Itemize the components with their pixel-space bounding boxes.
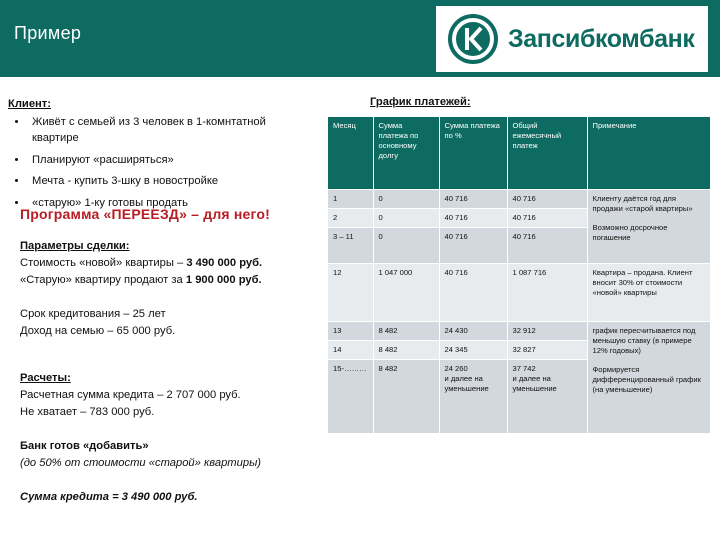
cell-interest: 40 716 [439,264,507,322]
bank-note: (до 50% от стоимости «старой» квартиры) [20,457,262,469]
calc-shortage: Не хватает – 783 000 руб. [20,406,155,418]
family-income: Доход на семью – 65 000 руб. [20,325,176,337]
cell-note: Квартира – продана. Клиент вносит 30% от стоимости «новой» квартиры [587,264,710,322]
schedule-title: График платежей: [370,96,471,108]
client-bullet: • Планируют «расширяться» [28,152,308,169]
bank-ready: Банк готов «добавить» [20,440,149,452]
brand-logo-block [436,6,708,72]
calc-heading: Расчеты: [20,372,71,384]
cell-month: 13 [328,322,373,341]
cell-principal: 0 [373,209,439,228]
table-header-row [328,117,710,190]
cell-month: 1 [328,190,373,209]
cell-total: 1 087 716 [507,264,587,322]
cell-principal: 0 [373,228,439,264]
cell-interest: 40 716 [439,190,507,209]
note-text: Возможно досрочное погашение [592,223,668,242]
cell-principal: 1 047 000 [373,264,439,322]
slide-title: Пример [14,23,82,43]
slide-header [0,0,720,77]
note-text: Клиенту даётся год для продажи «старой квартиры» [592,194,693,213]
cell-interest [439,360,507,434]
cell-note [587,190,710,264]
cost-value: 3 490 000 руб. [186,257,263,269]
col-note: Примечание [587,117,710,190]
cell-principal: 0 [373,190,439,209]
credit-sum: Сумма кредита = 3 490 000 руб. [20,491,198,503]
client-bullet: • «старую» 1-ку готовы продать [28,195,308,212]
old-sale-value: 1 900 000 руб. [185,274,262,286]
cell-interest: 40 716 [439,209,507,228]
client-bullets [8,114,308,212]
old-sale-label: «Старую» квартиру продают за [20,274,186,286]
cell-interest: 24 430 [439,322,507,341]
table-row [328,190,710,209]
payment-schedule-table [328,117,711,434]
total-value: 37 742 [512,364,536,373]
table-row [328,264,710,322]
total-note: и далее на уменьшение [512,374,557,393]
cell-month: 12 [328,264,373,322]
client-bullet: • Мечта - купить 3-шку в новостройке [28,173,308,190]
deal-params [20,238,320,340]
calculations [20,370,320,506]
cell-interest: 24 345 [439,341,507,360]
cell-interest: 40 716 [439,228,507,264]
new-flat-cost [20,255,320,272]
program-title: Программа «ПЕРЕЕЗД» – для него! [20,206,270,222]
col-interest: Сумма платежа по % [439,117,507,190]
col-total: Общий ежемесячный платеж [507,117,587,190]
cell-month: 15-……… [328,360,373,434]
cell-total: 40 716 [507,209,587,228]
calc-loan: Расчетная сумма кредита – 2 707 000 руб. [20,389,241,401]
interest-note: и далее на уменьшение [444,374,489,393]
col-principal: Сумма платежа по основному долгу [373,117,439,190]
col-month: Месяц [328,117,373,190]
cell-total: 32 912 [507,322,587,341]
note-text: Формируется дифференцированный график (на уменьшение) [592,365,701,394]
client-bullet: • Живёт с семьей из 3 человек в 1-комнтатной квартире [28,114,308,147]
client-block [8,96,308,216]
cell-total [507,360,587,434]
cell-month: 3 – 11 [328,228,373,264]
loan-term: Срок кредитования – 25 лет [20,308,166,320]
cell-principal: 8 482 [373,341,439,360]
cost-label: Стоимость «новой» квартиры – [20,257,187,269]
cell-total: 32 827 [507,341,587,360]
client-heading: Клиент: [8,98,51,110]
cell-principal: 8 482 [373,322,439,341]
cell-principal: 8 482 [373,360,439,434]
cell-month: 2 [328,209,373,228]
interest-value: 24 260 [444,364,468,373]
cell-total: 40 716 [507,190,587,209]
old-flat-sale [20,272,320,289]
cell-note [587,322,710,434]
cell-month: 14 [328,341,373,360]
note-text: график пересчитывается под меньшую ставку (в примере 12% годовых) [592,326,696,355]
params-heading: Параметры сделки: [20,240,130,252]
bank-logo-icon [446,12,500,66]
bank-name: Запсибкомбанк [508,24,695,53]
table-row [328,322,710,341]
cell-total: 40 716 [507,228,587,264]
